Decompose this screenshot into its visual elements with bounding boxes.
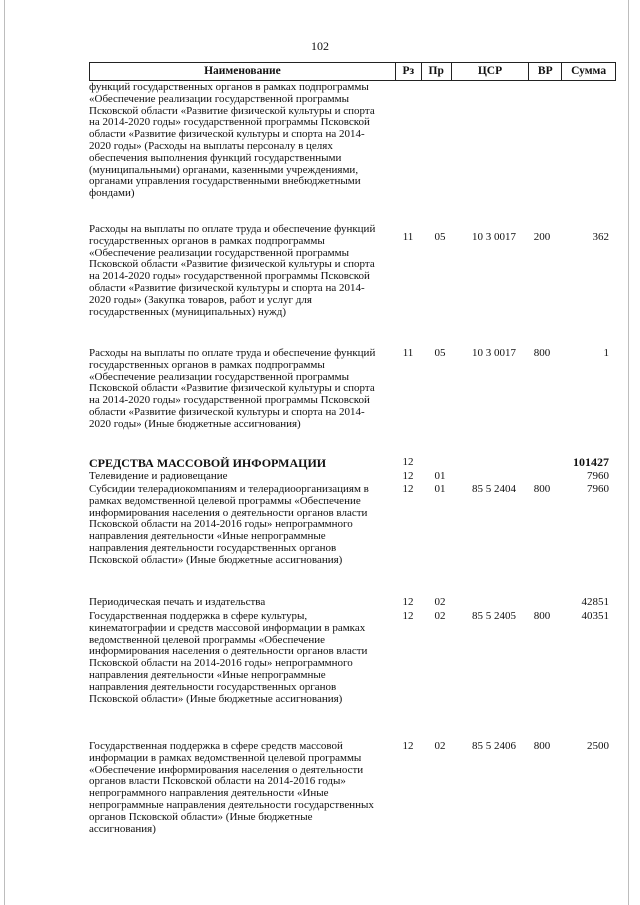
header-vr: ВР bbox=[528, 63, 561, 80]
row-name: Периодическая печать и издательства bbox=[89, 596, 266, 608]
table-row bbox=[89, 741, 616, 851]
row-csr: 85 5 2404 bbox=[472, 483, 516, 495]
row-pr: 02 bbox=[434, 740, 446, 752]
row-vr: 800 bbox=[533, 740, 551, 752]
row-vr: 800 bbox=[533, 610, 551, 622]
row-name: функций государственных органов в рамках подпрограммы «Обеспечение реализации государственной программы Псковской области «Развитие физической культуры и спорта на 2014-2020 годы» государственной программы Псковской области «Развитие физической культуры и спорта на 2014-2020 годы» (Расходы на выплаты персоналу в целях обеспечения выполнения функций государственными (муниципальными) органами, казенными учреждениями, органами управления государственными внебюджетными фондами) bbox=[89, 81, 375, 200]
row-sum: 7960 bbox=[587, 483, 609, 495]
header-rz: Рз bbox=[395, 63, 421, 80]
row-pr: 05 bbox=[434, 347, 446, 359]
row-name: Телевидение и радиовещание bbox=[89, 470, 228, 482]
scan-edge-left bbox=[4, 0, 5, 905]
table-row bbox=[89, 224, 616, 348]
header-csr: ЦСР bbox=[451, 63, 529, 80]
row-sum: 362 bbox=[592, 231, 609, 243]
row-pr: 02 bbox=[434, 610, 446, 622]
table-row bbox=[89, 348, 616, 457]
row-sum: 1 bbox=[603, 347, 609, 359]
table-row-section bbox=[89, 457, 616, 471]
header-sum: Сумма bbox=[561, 63, 615, 80]
scan-edge-right bbox=[628, 0, 629, 905]
row-pr: 05 bbox=[434, 231, 446, 243]
table-row bbox=[89, 484, 616, 597]
table-row bbox=[89, 597, 616, 611]
row-name: Государственная поддержка в сфере средств массовой информации в рамках ведомственной целевой программы «Обеспечение информирования населения о деятельности органов власти Псковской области на 2014-2016 годы» непрограммного направления деятельности «Иные непрограммные направления деятельности государственных органов Псковской области» (Иные бюджетные ассигнования) bbox=[89, 740, 374, 835]
header-name: Наименование bbox=[204, 65, 281, 77]
row-rz: 12 bbox=[402, 610, 414, 622]
row-sum: 2500 bbox=[587, 740, 609, 752]
row-vr: 800 bbox=[533, 347, 551, 359]
row-name: Расходы на выплаты по оплате труда и обеспечение функций государственных органов в рамках подпрограммы «Обеспечение реализации государственной программы Псковской области «Развитие физической культуры и спорта на 2014-2020 годы» государственной программы Псковской области «Развитие физической культуры и спорта на 2014-2020 годы» (Закупка товаров, работ и услуг для государственных (муниципальных) нужд) bbox=[89, 223, 376, 318]
row-csr: 10 3 0017 bbox=[472, 347, 516, 359]
table-row bbox=[89, 611, 616, 741]
table-row bbox=[89, 82, 616, 224]
header-pr: Пр bbox=[421, 63, 451, 80]
row-rz: 12 bbox=[402, 483, 414, 495]
row-rz: 12 bbox=[402, 740, 414, 752]
row-pr: 01 bbox=[434, 470, 446, 482]
row-pr: 01 bbox=[434, 483, 446, 495]
row-pr: 02 bbox=[434, 596, 446, 608]
row-sum: 7960 bbox=[587, 470, 609, 482]
row-name: Расходы на выплаты по оплате труда и обеспечение функций государственных органов в рамках подпрограммы «Обеспечение реализации государственной программы Псковской области «Развитие физической культуры и спорта на 2014-2020 годы» государственной программы Псковской области «Развитие физической культуры и спорта на 2014-2020 годы» (Иные бюджетные ассигнования) bbox=[89, 347, 376, 430]
row-rz: 12 bbox=[402, 456, 414, 468]
row-csr: 85 5 2405 bbox=[472, 610, 516, 622]
budget-table bbox=[89, 62, 616, 851]
row-rz: 11 bbox=[402, 231, 414, 243]
row-name: Субсидии телерадиокомпаниям и телерадиоорганизациям в рамках ведомственной целевой программы «Обеспечение информирования населения о деятельности органов власти Псковской области на 2014-2016 годы» непрограммного направления деятельности «Иные непрограммные направления деятельности государственных органов Псковской области» (Иные бюджетные ассигнования) bbox=[89, 483, 369, 566]
row-vr: 800 bbox=[533, 483, 551, 495]
page-number: 102 bbox=[311, 39, 329, 53]
row-vr: 200 bbox=[533, 231, 551, 243]
row-name: Государственная поддержка в сфере культуры, кинематографии и средств массовой информации в рамках ведомственной целевой программы «Обеспечение информирования населения о деятельности органов власти Псковской области на 2014-2016 годы» непрограммного направления деятельности «Иные непрограммные направления деятельности государственных органов Псковской области» (Иные бюджетные ассигнования) bbox=[89, 610, 368, 705]
table-header bbox=[89, 62, 616, 81]
row-sum: 40351 bbox=[581, 610, 609, 622]
row-rz: 11 bbox=[402, 347, 414, 359]
row-sum: 42851 bbox=[581, 596, 609, 608]
table-body bbox=[89, 82, 616, 851]
row-csr: 10 3 0017 bbox=[472, 231, 516, 243]
row-csr: 85 5 2406 bbox=[472, 740, 516, 752]
row-rz: 12 bbox=[402, 470, 414, 482]
row-rz: 12 bbox=[402, 596, 414, 608]
row-sum: 101427 bbox=[573, 455, 609, 469]
section-title: СРЕДСТВА МАССОВОЙ ИНФОРМАЦИИ bbox=[89, 456, 327, 470]
